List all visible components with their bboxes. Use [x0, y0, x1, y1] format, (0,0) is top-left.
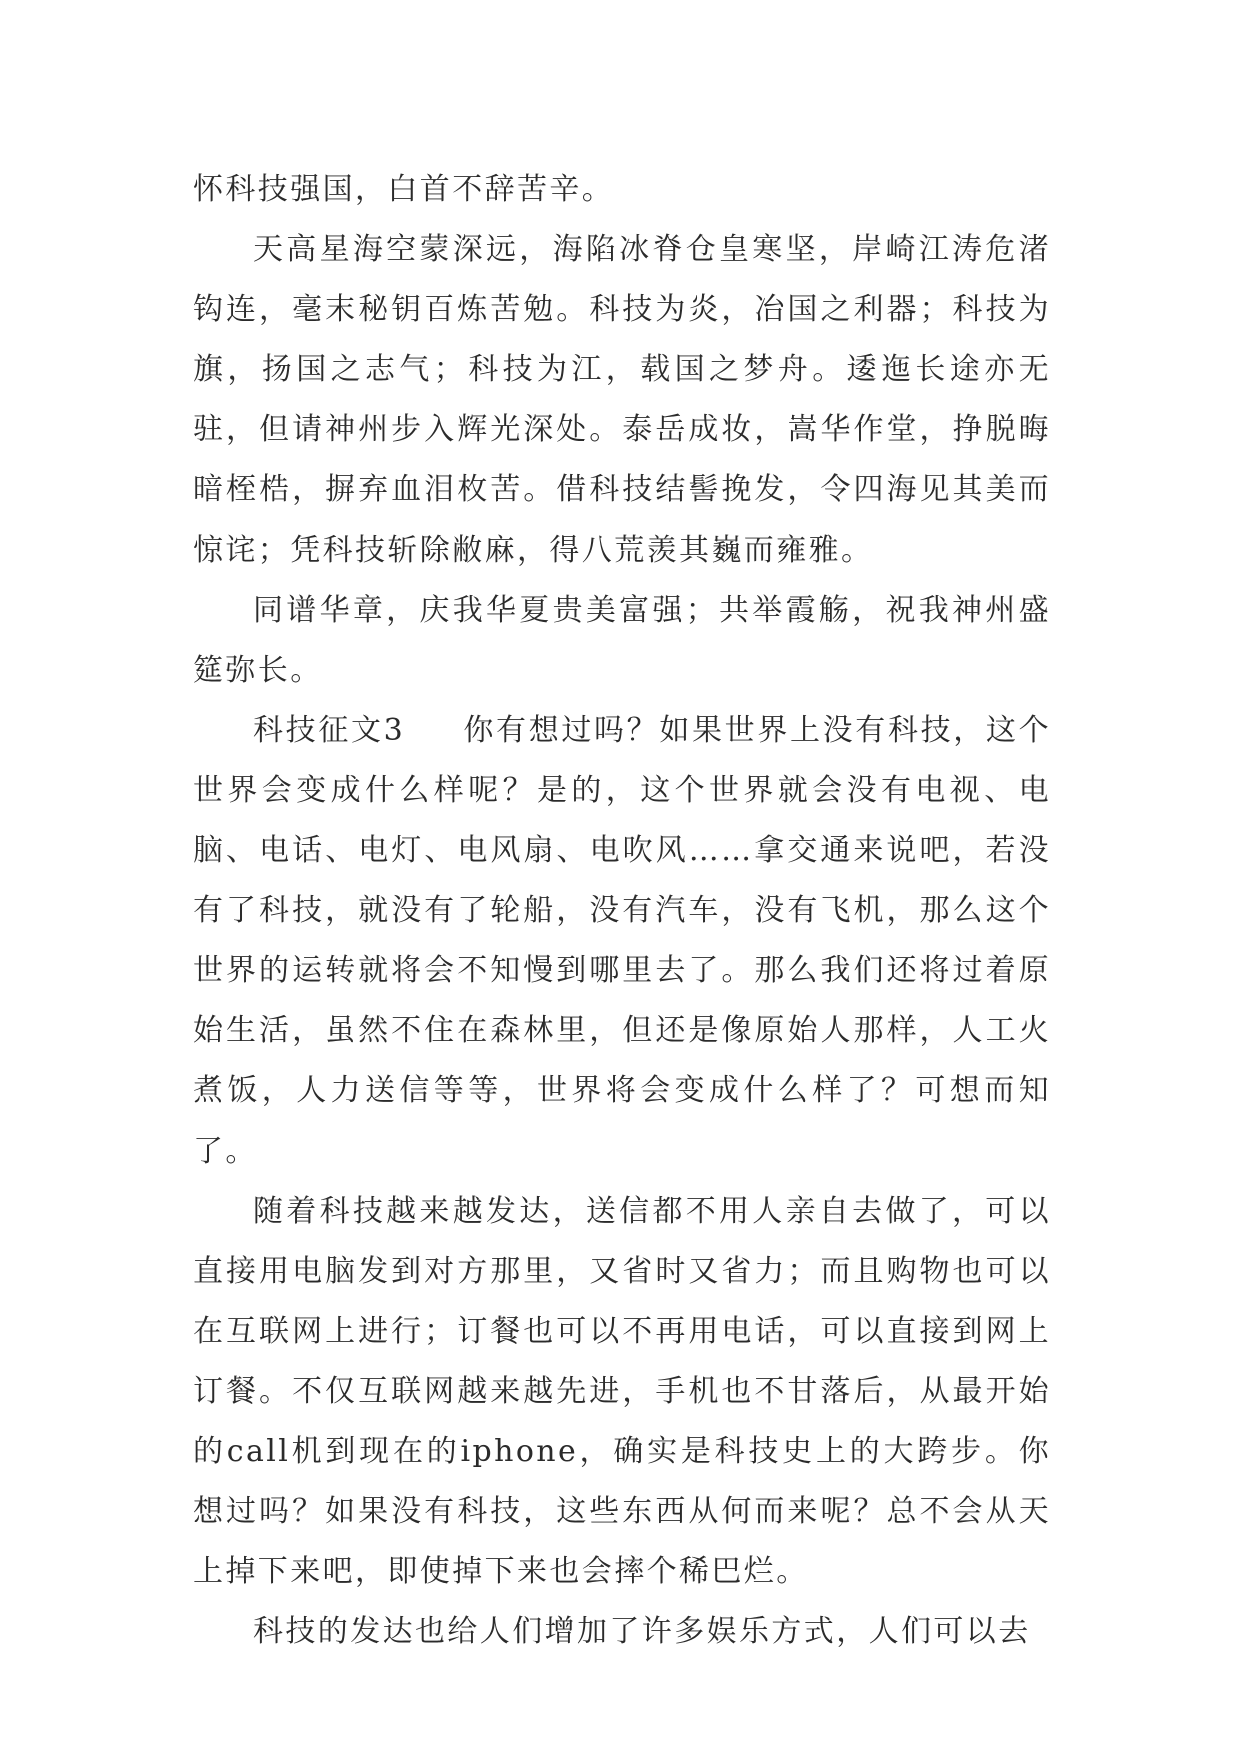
paragraph-text: 你有想过吗？如果世界上没有科技，这个世界会变成什么样呢？是的，这个世界就会没有电视、电脑、电话、电灯、电风扇、电吹风……拿交通来说吧，若没有了科技，就没有了轮船，没有汽车，没有飞机，那么这个世界的运转就将会不知慢到哪里去了。那么我们还将过着原始生活，虽然不住在森林里，但还是像原始人那样，人工火煮饭，人力送信等等，世界将会变成什么样了？可想而知了。	[193, 712, 1051, 1169]
paragraph-text: 天高星海空蒙深远，海陷冰脊仓皇寒坚，岸崎江涛危渚钩连，毫末秘钥百炼苦勉。科技为炎，冶国之利器；科技为旗，扬国之志气；科技为江，载国之梦舟。逶迤长途亦无驻，但请神州步入辉光深处。泰岳成妆，嵩华作堂，挣脱晦暗桎梏，摒弃血泪枚苦。借科技结髻挽发，令四海见其美而惊诧；凭科技斩除敝麻，得八荒羡其巍而雍雅。	[193, 232, 1051, 568]
paragraph-essay-3-intro	[193, 701, 1051, 1182]
paragraph-text: 怀科技强国，白首不辞苦辛。	[193, 172, 615, 207]
section-heading: 科技征文3	[253, 712, 406, 748]
paragraph-text: 随着科技越来越发达，送信都不用人亲自去做了，可以直接用电脑发到对方那里，又省时又省力；而且购物也可以在互联网上进行；订餐也可以不再用电话，可以直接到网上订餐。不仅互联网越来越先进，手机也不甘落后，从最开始的call机到现在的iphone，确实是科技史上的大跨步。你想过吗？如果没有科技，这些东西从何而来呢？总不会从天上掉下来吧，即使掉下来也会摔个稀巴烂。	[193, 1193, 1051, 1590]
paragraph-closing-couplet	[193, 581, 1051, 701]
paragraph-technology-development	[193, 1182, 1051, 1603]
paragraph-text: 同谱华章，庆我华夏贵美富强；共举霞觞，祝我神州盛筵弥长。	[193, 592, 1051, 688]
paragraph-opening-fragment	[193, 160, 1051, 220]
paragraph-entertainment-fragment	[193, 1602, 1051, 1662]
document-body	[193, 160, 1051, 1662]
paragraph-text: 科技的发达也给人们增加了许多娱乐方式，人们可以去	[253, 1614, 1031, 1650]
paragraph-science-essay	[193, 220, 1051, 581]
